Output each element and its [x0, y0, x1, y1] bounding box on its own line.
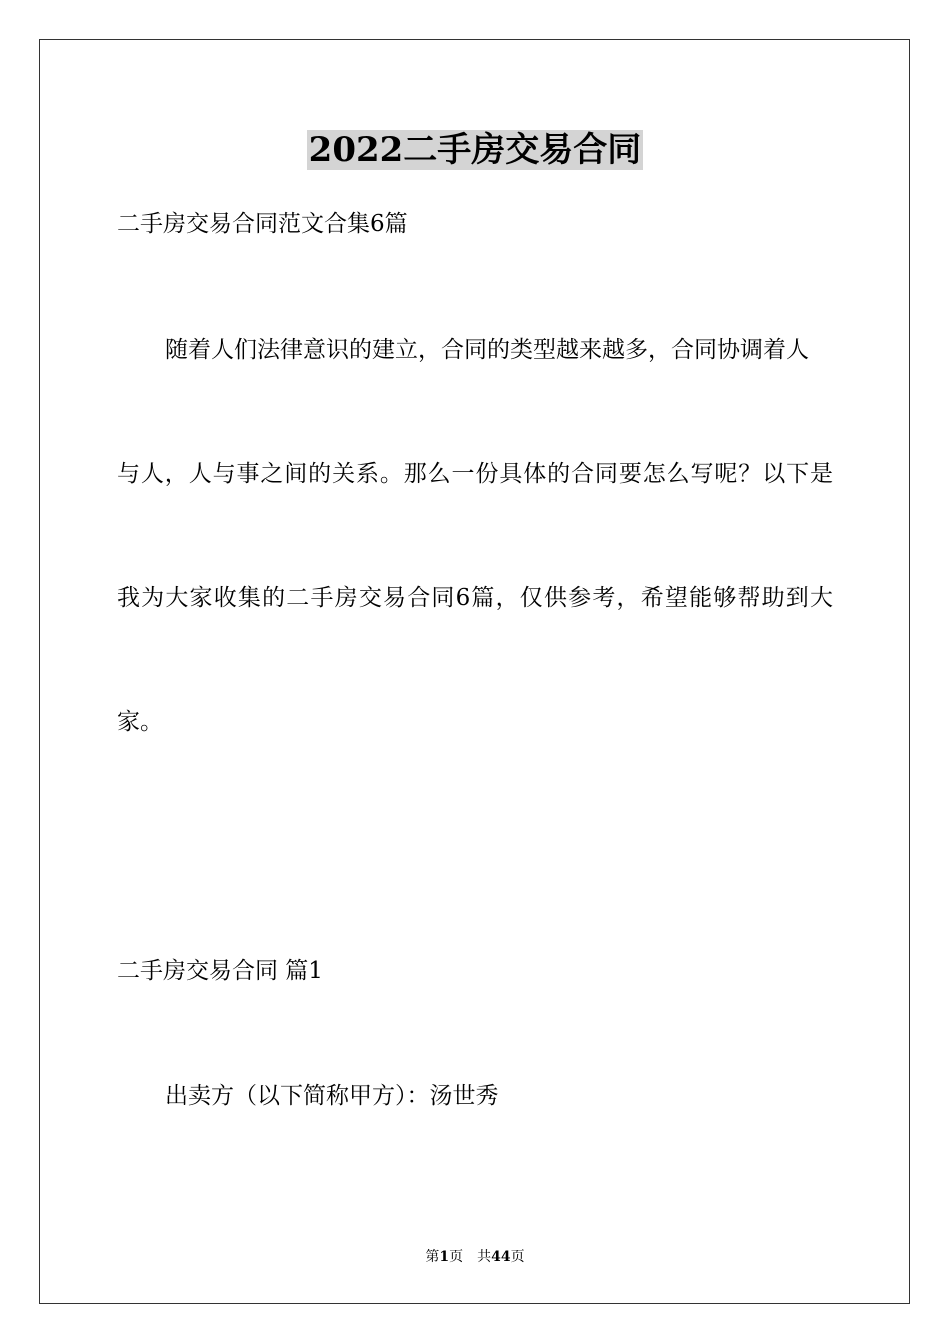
footer-total-pages: 44 — [491, 1249, 511, 1265]
document-title-text: 2022二手房交易合同 — [308, 130, 642, 170]
footer-page-suffix: 页 — [449, 1249, 464, 1265]
intro-paragraph-line-1: 随着人们法律意识的建立，合同的类型越来越多，合同协调着人 — [165, 337, 809, 363]
intro-paragraph-line-4: 家。 — [117, 709, 163, 735]
footer-total-suffix: 页 — [510, 1249, 525, 1265]
seller-line: 出卖方（以下简称甲方）：汤世秀 — [165, 1083, 499, 1109]
footer-page-number: 1 — [439, 1249, 450, 1265]
page-footer — [0, 1247, 950, 1267]
footer-total-prefix: 共 — [477, 1249, 492, 1265]
document-title — [0, 126, 950, 174]
document-subtitle: 二手房交易合同范文合集6篇 — [117, 211, 408, 237]
footer-page-prefix: 第 — [425, 1249, 440, 1265]
section-heading: 二手房交易合同 篇1 — [117, 958, 323, 984]
intro-paragraph-line-3: 我为大家收集的二手房交易合同6篇，仅供参考，希望能够帮助到大 — [117, 585, 833, 611]
intro-paragraph-line-2: 与人，人与事之间的关系。那么一份具体的合同要怎么写呢？以下是 — [117, 461, 833, 487]
